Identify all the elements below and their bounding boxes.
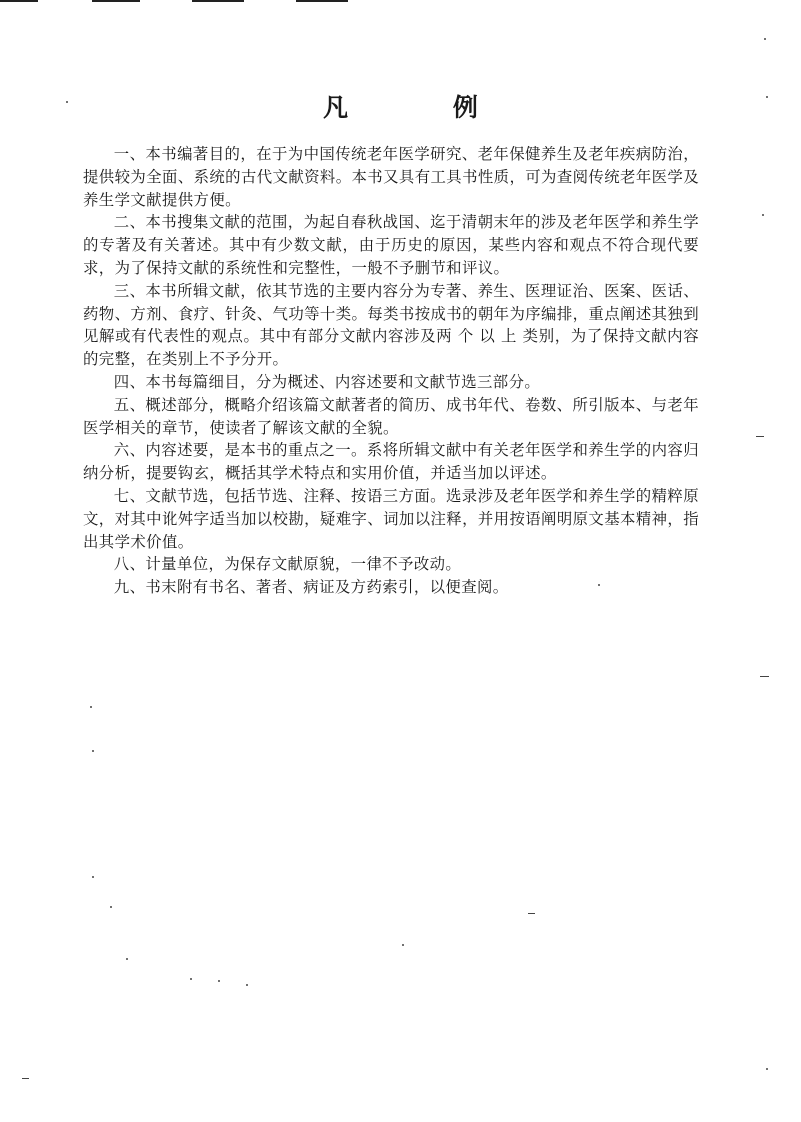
guideline-item: 七、文献节选，包括节选、注释、按语三方面。选录涉及老年医学和养生学的精粹原文，对其中讹舛字适当加以校勘，疑难字、词加以注释，并用按语阐明原文基本精神，指出其学术价值。: [83, 486, 699, 551]
scan-dash: [756, 436, 764, 437]
scan-speck: [110, 906, 112, 908]
scan-speck: [246, 984, 248, 986]
top-edge-mark: [92, 0, 140, 2]
scan-speck: [402, 944, 404, 946]
scan-speck: [766, 96, 768, 98]
page-title: 凡 例: [323, 93, 526, 122]
scan-speck: [766, 1068, 768, 1070]
guideline-item: 四、本书每篇细目，分为概述、内容述要和文献节选三部分。: [113, 372, 541, 391]
guidelines-body: [83, 143, 699, 599]
guideline-item: 五、概述部分，概略介绍该篇文献著者的简历、成书年代、卷数、所引版本、与老年医学相关的章节，使读者了解该文献的全貌。: [83, 395, 699, 437]
guideline-item: 二、本书搜集文献的范围，为起自春秋战国、迄于清朝末年的涉及老年医学和养生学的专著及有关著述。其中有少数文献，由于历史的原因，某些内容和观点不符合现代要求，为了保持文献的系统性和完整性，一般不予删节和评议。: [83, 213, 699, 277]
scan-speck: [218, 980, 220, 982]
scan-speck: [190, 978, 192, 980]
scan-speck: [764, 38, 766, 40]
guideline-item: 三、本书所辑文献，依其节选的主要内容分为专著、养生、医理证治、医案、医话、药物、方剂、食疗、针灸、气功等十类。每类书按成书的朝年为序编排，重点阐述其独到见解或有代表性的观点。其中有部分文献内容涉及两 个 以 上 类别，为了保持文献内容的完整，在类别上不予分开。: [83, 281, 699, 369]
scan-dash: [760, 676, 769, 677]
scan-speck: [598, 584, 600, 586]
guideline-item: 八、计量单位，为保存文献原貌，一律不予改动。: [113, 555, 462, 574]
guideline-item: 九、书末附有书名、著者、病证及方药索引，以便查阅。: [113, 578, 509, 597]
scan-speck: [762, 214, 764, 216]
top-edge-mark: [192, 0, 244, 2]
scan-speck: [126, 958, 128, 960]
scan-speck: [66, 101, 68, 103]
scan-dash: [528, 913, 535, 914]
scan-dash: [22, 1078, 29, 1079]
scan-speck: [92, 750, 94, 752]
guideline-item: 六、内容述要，是本书的重点之一。系将所辑文献中有关老年医学和养生学的内容归纳分析，提要钩玄，概括其学术特点和实用价值，并适当加以评述。: [83, 441, 699, 483]
scan-speck: [90, 706, 92, 708]
top-edge-mark: [0, 0, 38, 2]
top-edge-mark: [296, 0, 348, 2]
guideline-item: 一、本书编著目的，在于为中国传统老年医学研究、老年保健养生及老年疾病防治，提供较为全面、系统的古代文献资料。本书又具有工具书性质，可为查阅传统老年医学及养生学文献提供方便。: [83, 145, 699, 209]
scan-speck: [92, 876, 94, 878]
